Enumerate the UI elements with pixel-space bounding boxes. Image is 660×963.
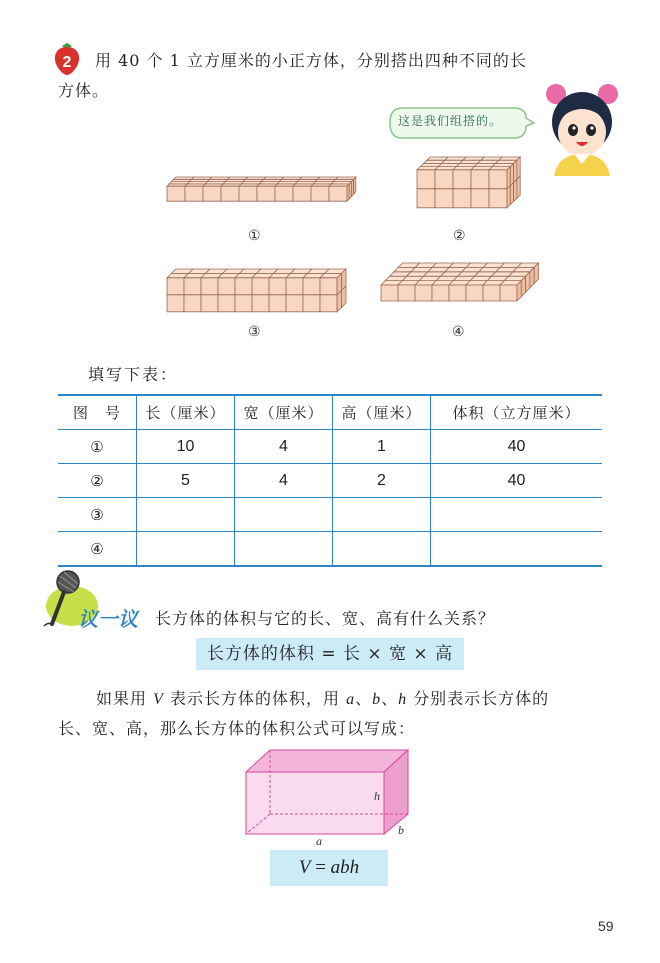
table-row [58,532,602,567]
cell-width: 4 [235,464,333,498]
cell-figure: ② [58,464,137,498]
formula-equals: = [310,857,331,878]
cell-width: 4 [235,430,333,464]
cuboid-figure-3 [166,268,356,322]
volume-formula-words: 长方体的体积 = 长 × 宽 × 高 [196,638,464,670]
cell-volume: 40 [431,464,603,498]
discuss-question: 长方体的体积与它的长、宽、高有什么关系？ [155,609,496,628]
cube-face [303,295,320,312]
cell-figure: ③ [58,498,137,532]
cube-face [489,170,507,189]
cube-face [337,290,342,311]
variable-b: b [372,691,382,708]
header-length: 长（厘米） [137,395,235,430]
cube-face [507,186,510,208]
figure-label-1: ① [248,228,261,244]
cube-face [466,285,483,301]
formula-v: V [298,857,311,878]
cell-width[interactable] [235,532,333,567]
cube-face [320,278,337,295]
cube-face [417,189,435,208]
cuboid-figure-2 [416,156,532,222]
paragraph-separator: 、 [381,689,399,708]
cube-face [264,177,284,179]
cube-face [185,186,203,201]
cell-length: 10 [137,430,235,464]
table-header-row [58,395,602,430]
cube-face [201,295,218,312]
page-number: 59 [598,918,614,934]
cube-face [483,285,500,301]
figure-label-3: ③ [248,324,261,340]
cube-face [514,179,517,201]
cube-face [311,186,329,201]
header-volume: 体积（立方厘米） [431,395,603,430]
cube-face [235,295,252,312]
cube-face [201,278,218,295]
cube-face [507,167,510,189]
cube-face [275,186,293,201]
cell-height: 1 [333,430,431,464]
cube-face [167,295,184,312]
variable-a: a [346,691,356,708]
variable-v: V [153,691,164,708]
discuss-label: 议一议 [78,607,138,631]
cell-length[interactable] [137,532,235,567]
cube-face [471,189,489,208]
cube-face [354,177,356,194]
cube-face [221,186,239,201]
cube-face [510,163,513,185]
cube-face [318,177,338,179]
cube-face [320,295,337,312]
cell-width[interactable] [235,498,333,532]
cube-face [174,177,194,179]
volume-formula-letters [270,850,388,886]
strawberry-number-icon [52,42,82,76]
cube-face [252,295,269,312]
paragraph-text: 如果用 [96,689,154,708]
table-row [58,498,602,532]
cube-face [286,278,303,295]
cell-height[interactable] [333,532,431,567]
cube-face [489,189,507,208]
paragraph-line2: 长、宽、高，那么长方体的体积公式可以写成： [58,719,416,738]
cube-face [184,278,201,295]
cube-face [435,189,453,208]
cuboid-diagram [244,748,424,846]
cube-face [218,295,235,312]
formula-abh: abh [330,857,360,878]
cube-face [517,176,520,198]
problem-text-line1: 用 40 个 1 立方厘米的小正方体，分别搭出四种不同的长 [95,51,527,70]
figure-label-4: ④ [452,324,465,340]
cell-length: 5 [137,464,235,498]
cube-face [453,189,471,208]
cube-face [192,177,212,179]
header-height: 高（厘米） [333,395,431,430]
paragraph-text: 表示长方体的体积，用 [163,689,347,708]
cube-face [167,278,184,295]
cube-face [167,186,185,201]
cube-face [293,186,311,201]
cube-face [286,295,303,312]
cube-face [252,278,269,295]
cell-figure: ④ [58,532,137,567]
problem-text-line2: 方体。 [58,81,110,100]
header-width: 宽（厘米） [235,395,333,430]
speech-bubble-text: 这是我们组搭的。 [398,114,503,128]
cube-face [228,177,248,179]
table-row [58,430,602,464]
cube-face [269,295,286,312]
cube-face [218,278,235,295]
cube-face [449,285,466,301]
cube-face [239,186,257,201]
cuboid-label-b: b [398,823,404,837]
cell-volume: 40 [431,430,603,464]
cell-height: 2 [333,464,431,498]
cube-face [203,186,221,201]
cube-face [282,177,302,179]
cube-face [336,177,356,179]
paragraph-separator: 、 [355,689,373,708]
paragraph-line1 [96,686,549,709]
cell-length[interactable] [137,498,235,532]
cuboid-label-a: a [316,834,322,846]
cube-face [398,285,415,301]
paragraph-text: 分别表示长方体的 [407,689,550,708]
cube-face [342,286,347,307]
cube-face [329,186,347,201]
girl-character-illustration [540,80,624,176]
cube-face [210,177,230,179]
figure-label-2: ② [453,228,466,244]
dimensions-table [58,394,602,567]
cube-face [246,177,266,179]
cell-volume[interactable] [431,532,603,567]
cube-face [453,170,471,189]
header-figure-number: 图 号 [58,395,137,430]
cuboid-figure-4 [380,262,554,320]
cube-face [184,295,201,312]
cuboid-figure-1 [166,176,370,226]
cube-face [303,278,320,295]
cube-face [300,177,320,179]
cube-face [500,285,517,301]
cube-face [269,278,286,295]
cell-height[interactable] [333,498,431,532]
cube-face [471,170,489,189]
table-row [58,464,602,498]
cube-face [257,186,275,201]
fill-table-label: 填写下表： [88,365,179,384]
cube-face [435,170,453,189]
cuboid-label-h: h [374,789,380,803]
cube-face [517,157,520,179]
cube-face [514,160,517,182]
cube-face [381,285,398,301]
cube-face [510,182,513,204]
cell-volume[interactable] [431,498,603,532]
variable-h: h [398,691,408,708]
cube-face [417,170,435,189]
cube-face [432,285,449,301]
cube-face [235,278,252,295]
problem-number: 2 [62,54,72,71]
cube-face [415,285,432,301]
cell-figure: ① [58,430,137,464]
